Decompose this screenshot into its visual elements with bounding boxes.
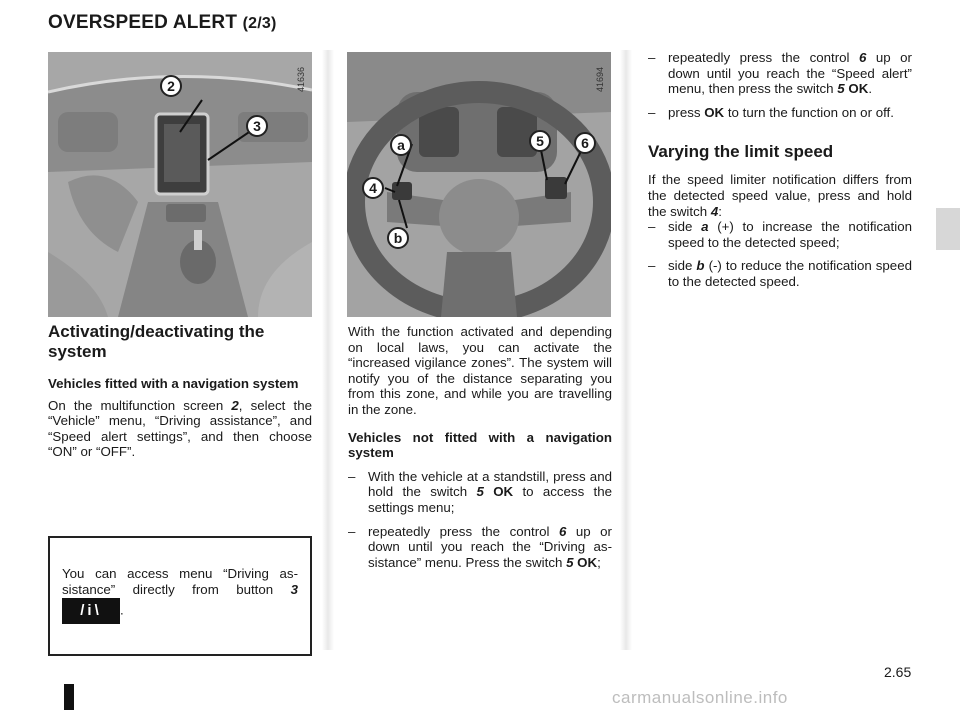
paragraph: If the speed limiter notification differs from the detected speed value, press and hold the switch 4: — [648, 172, 912, 219]
dashboard-figure — [48, 52, 312, 317]
section-tab — [936, 208, 960, 250]
subheading: Vehicles not fitted with a navigation system — [348, 429, 612, 461]
edge-mark — [64, 684, 74, 710]
list-item: – With the vehicle at a standstill, press and hold the switch 5 OK to access the settings menu; — [348, 469, 612, 516]
subheading: Vehicles fitted with a navigation system — [48, 376, 299, 391]
note-box — [48, 536, 312, 656]
left-column — [48, 322, 312, 468]
list-item: – side b (-) to reduce the notification speed to the detected speed. — [648, 258, 912, 289]
steering-wheel-illustration — [347, 52, 611, 317]
callout-a: a — [390, 134, 412, 156]
column-divider-1 — [322, 50, 334, 650]
section-heading: Varying the limit speed — [648, 142, 834, 162]
right-column — [648, 50, 912, 298]
list-item: – side a (+) to increase the notification speed to the detected speed; — [648, 219, 912, 250]
middle-column — [348, 324, 612, 578]
callout-2: 2 — [160, 75, 182, 97]
paragraph: On the multifunction screen 2, select the “Vehicle” menu, “Driving assistance”, and “Speed alert settings”, and then choose “ON” or “OFF”. — [48, 397, 312, 460]
callout-b: b — [387, 227, 409, 249]
steering-wheel-figure — [347, 52, 611, 317]
figure-ref: 41636 — [296, 66, 306, 92]
callout-3: 3 — [246, 115, 268, 137]
watermark: carmanualsonline.info — [612, 688, 788, 707]
page-number: 2.65 — [884, 664, 912, 680]
section-heading: Activating/deactivating the system — [48, 322, 265, 361]
callout-4: 4 — [362, 177, 384, 199]
callout-6: 6 — [574, 132, 596, 154]
list-item: – repeatedly press the control 6 up or down until you reach the “Driving assistance” menu. Press the switch 5 OK; — [348, 524, 612, 571]
page-title: OVERSPEED ALERT (2/3) — [48, 12, 277, 33]
callout-5: 5 — [529, 130, 551, 152]
driving-assistance-button-icon: /i\ — [62, 598, 120, 624]
figure-ref: 41694 — [595, 66, 605, 92]
paragraph: With the function activated and depending on local laws, you can activate the “increased vigilance zones”. The system will notify you of the distance separating you from this zone, and while you are travelling in the zone. — [348, 324, 612, 417]
note-text: You can access menu “Driving assistance” directly from button 3 /i\ . — [62, 566, 298, 624]
list-item: – press OK to turn the function on or off. — [648, 105, 912, 121]
column-divider-2 — [620, 50, 632, 650]
list-item: – repeatedly press the control 6 up or down until you reach the “Speed alert” menu, then press the switch 5 OK. — [648, 50, 912, 97]
